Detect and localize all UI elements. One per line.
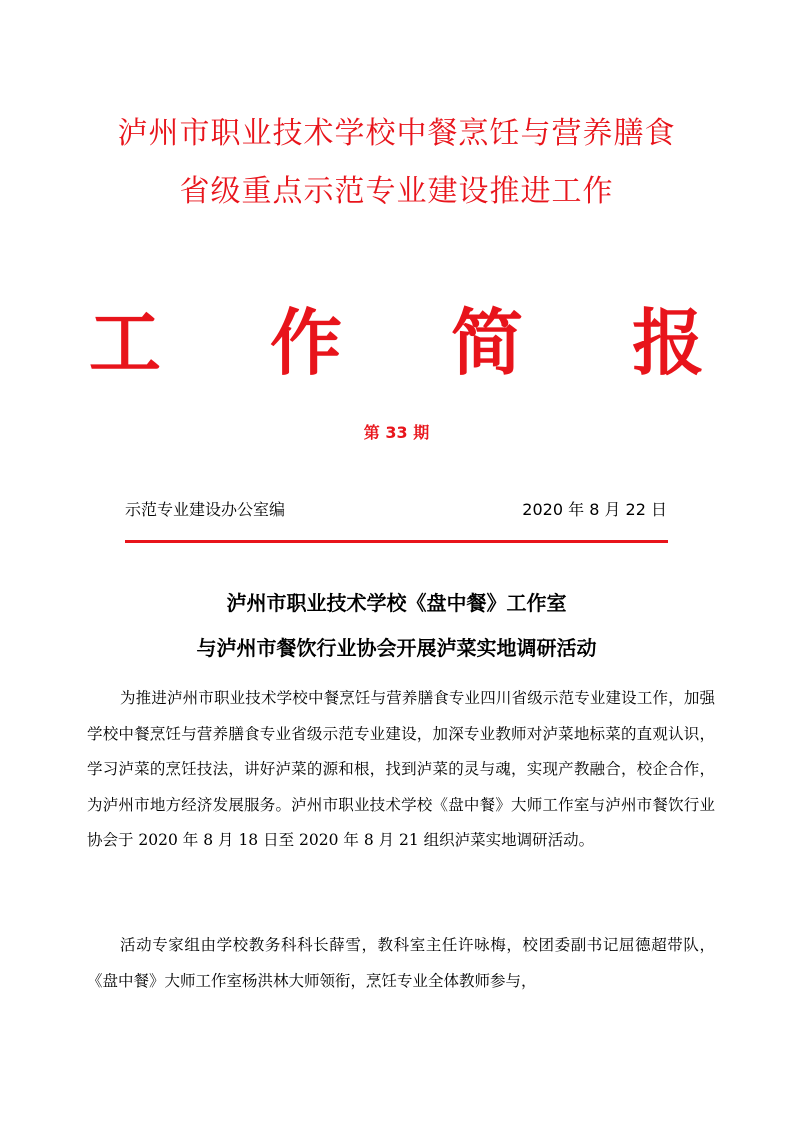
article-paragraph: 活动专家组由学校教务科科长薛雪，教科室主任许咏梅，校团委副书记屈德超带队，《盘中餐》大师工作室杨洪林大师领衔，烹饪专业全体教师参与， <box>87 936 715 990</box>
header-title-line1: 泸州市职业技术学校中餐烹饪与营养膳食 <box>117 116 676 151</box>
brief-title: 工 作 简 报 <box>88 301 747 385</box>
article-title-line1: 泸州市职业技术学校《盘中餐》工作室 <box>226 591 567 615</box>
article-paragraph: 为推进泸州市职业技术学校中餐烹饪与营养膳食专业四川省级示范专业建设工作，加强学校中餐烹饪与营养膳食专业省级示范专业建设，加深专业教师对泸菜地标菜的直观认识，学习泸菜的烹饪技法，讲好泸菜的源和根，找到泸菜的灵与魂，实现产教融合，校企合作，为泸州市地方经济发展服务。泸州市职业技术学校《盘中餐》大师工作室与泸州市餐饮行业协会于 2020 年 8 月 18 日至 2020 年 8 月 21 组织泸菜实地调研活动。 <box>87 689 715 849</box>
issue-number: 第 33 期 <box>363 423 430 442</box>
header-title-line2: 省级重点示范专业建设推进工作 <box>179 174 614 209</box>
red-divider <box>125 540 668 543</box>
article-title-line2: 与泸州市餐饮行业协会开展泸菜实地调研活动 <box>196 636 597 660</box>
publish-date: 2020 年 8 月 22 日 <box>522 500 667 519</box>
editor-office: 示范专业建设办公室编 <box>125 500 286 519</box>
